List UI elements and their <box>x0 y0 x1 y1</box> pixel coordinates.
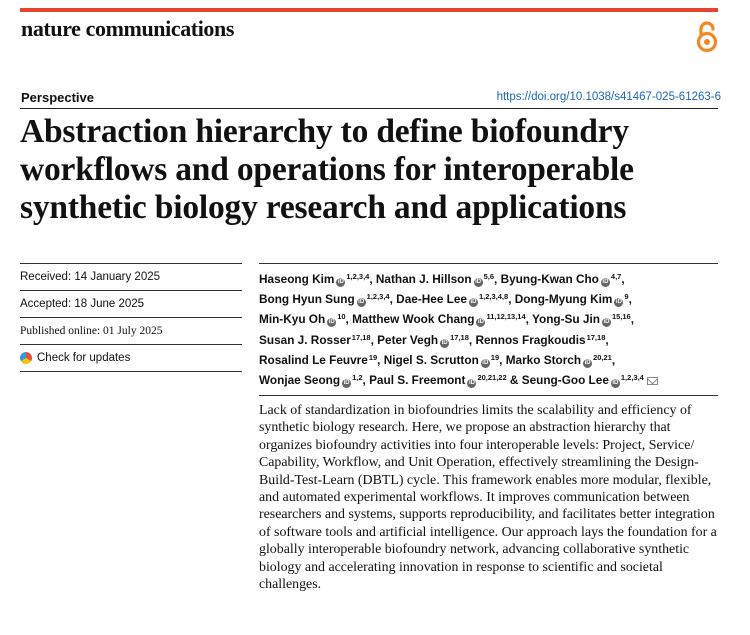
author[interactable] <box>475 333 605 347</box>
author-affiliation: 1,2,3,4,8 <box>479 292 509 302</box>
published-date: Published online: 01 July 2025 <box>20 317 242 344</box>
author-name: Dae-Hee Lee <box>396 292 467 307</box>
author-name: Rosalind Le Feuvre <box>259 352 368 367</box>
header-divider <box>20 108 718 109</box>
author[interactable] <box>259 312 346 326</box>
orcid-icon[interactable]: iD <box>615 299 622 306</box>
check-for-updates[interactable] <box>20 344 242 372</box>
received-date: Received: 14 January 2025 <box>20 263 242 290</box>
journal-name[interactable]: nature communications <box>21 16 235 41</box>
author-affiliation: 1,2,3,4 <box>620 373 644 383</box>
orcid-icon[interactable]: iD <box>337 279 344 285</box>
author-affiliation: 17,18 <box>351 332 371 342</box>
author-affiliation: 1,2,3,4 <box>366 292 390 302</box>
author-affiliation: 11,12,13,14 <box>486 312 526 322</box>
author-affiliation: 10 <box>337 312 346 322</box>
orcid-icon[interactable]: iD <box>603 319 610 326</box>
author-name: Matthew Wook Chang <box>352 312 475 327</box>
author[interactable] <box>522 373 658 387</box>
author-name: Peter Vegh <box>377 332 439 347</box>
orcid-icon[interactable]: iD <box>358 299 365 306</box>
author-affiliation: 20,21 <box>593 352 612 362</box>
article-title: Abstraction hierarchy to define biofoundry workflows and operations for interoperable synthetic biology research and applications <box>20 113 634 226</box>
author[interactable] <box>396 292 508 306</box>
orcid-icon[interactable]: iD <box>475 279 482 285</box>
accepted-date: Accepted: 18 June 2025 <box>20 290 242 317</box>
author[interactable] <box>352 312 526 326</box>
journal-accent-bar <box>20 8 718 12</box>
article-dates <box>20 263 242 372</box>
author[interactable] <box>259 292 390 306</box>
abstract-divider <box>259 395 718 396</box>
authors-divider <box>259 263 718 264</box>
author[interactable] <box>259 333 371 347</box>
author-name: Paul S. Freemont <box>369 373 466 388</box>
author-name: Seung-Goo Lee <box>521 373 609 388</box>
author-line: Haseong Kim iD$^{1,2,3,4}$, Nathan J. Hillson iD$^{5,6}$, Byung-Kwan Cho iD$^{4,7}$, <box>259 272 625 286</box>
orcid-icon[interactable]: iD <box>468 380 475 387</box>
author-affiliation: 4,7 <box>610 272 622 281</box>
doi-link[interactable]: https://doi.org/10.1038/s41467-025-61263-6 <box>496 91 721 103</box>
author-name: Nigel S. Scrutton <box>383 352 479 367</box>
author-affiliation: 15,16 <box>611 312 631 322</box>
author-affiliation: 20,21,22 <box>477 373 507 383</box>
author-affiliation: 19 <box>490 352 500 362</box>
author[interactable] <box>377 333 469 347</box>
author[interactable] <box>259 353 377 367</box>
author-affiliation: 17,18 <box>450 332 469 342</box>
author-affiliation: 1,2 <box>352 373 363 383</box>
author-name: Byung-Kwan Cho <box>500 272 599 286</box>
abstract: Lack of standardization in biofoundries limits the scalability and efficiency of synthetic biology research. Here, we propose an abstraction hierarchy that organizes biofoundry activities into four interoperable levels: Project, Service/ Capability, Workflow, and Unit Operation, effectively streamlining the Design-Build-Test-Learn (DBTL) cycle. This framework enables more modular, flexible, and automated experimental workflows. It improves communication between researchers and systems, supports reproducibility, and facilitates better integration of software tools and artificial intelligence. Our approach lays the foundation for a globally interoperable biofoundry network, advancing collaborative synthetic biology and accelerating innovation in response to scientific and societal challenges. <box>259 403 717 593</box>
author-affiliation: 19 <box>368 352 378 362</box>
check-updates-label[interactable]: Check for updates <box>37 352 131 364</box>
author[interactable] <box>532 312 631 326</box>
author-name: Haseong Kim <box>259 272 335 286</box>
orcid-icon[interactable]: iD <box>584 359 591 366</box>
article-type: Perspective <box>21 90 94 105</box>
orcid-icon[interactable]: iD <box>328 319 335 326</box>
orcid-icon[interactable]: iD <box>470 299 477 306</box>
author-line: Min-Kyu Oh $iD^{10}$, Matthew Wook Chang iD$^{11,12,13,14}$, Yong-Su Jin iD$^{15,16}$, <box>259 312 634 327</box>
author-name: Marko Storch <box>505 352 582 367</box>
author-line: Wonjae Seong iD$^{1,2}$, Paul S. Freemont iD$^{20,21,22}$ & Seung-Goo Lee iD$^{1,2,3,4}$ <box>259 369 719 389</box>
author-line: Rosalind Le Feuvre$^{19}$, Nigel S. Scrutton $iD^{19}$, Marko Storch iD$^{20,21}$, <box>259 352 616 367</box>
orcid-icon[interactable]: iD <box>482 359 489 366</box>
author-affiliation: 9 <box>624 292 629 302</box>
author-affiliation: 17,18 <box>586 332 606 342</box>
open-access-icon <box>693 20 721 54</box>
author[interactable] <box>376 272 494 286</box>
author-name: Yong-Su Jin <box>532 312 600 327</box>
author-list <box>259 268 719 389</box>
author-affiliation: 5,6 <box>483 272 495 281</box>
author-name: Dong-Myung Kim <box>514 292 613 307</box>
author-name: Min-Kyu Oh <box>259 312 326 327</box>
check-updates-icon <box>20 352 32 364</box>
author[interactable] <box>259 373 363 387</box>
author[interactable] <box>515 292 629 306</box>
mail-icon[interactable] <box>647 377 658 385</box>
author-name: Nathan J. Hillson <box>375 272 472 286</box>
author[interactable] <box>506 353 612 367</box>
author-name: Rennos Fragkoudis <box>475 332 586 347</box>
author-line: Susan J. Rosser$^{17,18}$, Peter Vegh iD$^{17,18}$, Rennos Fragkoudis$^{17,18}$, <box>259 332 609 347</box>
author[interactable] <box>501 272 622 286</box>
orcid-icon[interactable]: iD <box>477 319 484 326</box>
author[interactable] <box>369 373 507 387</box>
orcid-icon[interactable]: iD <box>602 279 609 285</box>
author-name: Bong Hyun Sung <box>259 292 355 307</box>
author-name: Susan J. Rosser <box>259 332 351 347</box>
author-name: Wonjae Seong <box>259 373 341 388</box>
orcid-icon[interactable]: iD <box>612 380 619 387</box>
orcid-icon[interactable]: iD <box>343 380 350 387</box>
orcid-icon[interactable]: iD <box>441 339 448 346</box>
author-affiliation: 1,2,3,4 <box>346 272 370 281</box>
author-line: Bong Hyun Sung iD$^{1,2,3,4}$, Dae-Hee Lee iD$^{1,2,3,4,8}$, Dong-Myung Kim $iD^9$, <box>259 292 632 307</box>
author[interactable] <box>259 272 369 286</box>
author[interactable] <box>384 353 499 367</box>
